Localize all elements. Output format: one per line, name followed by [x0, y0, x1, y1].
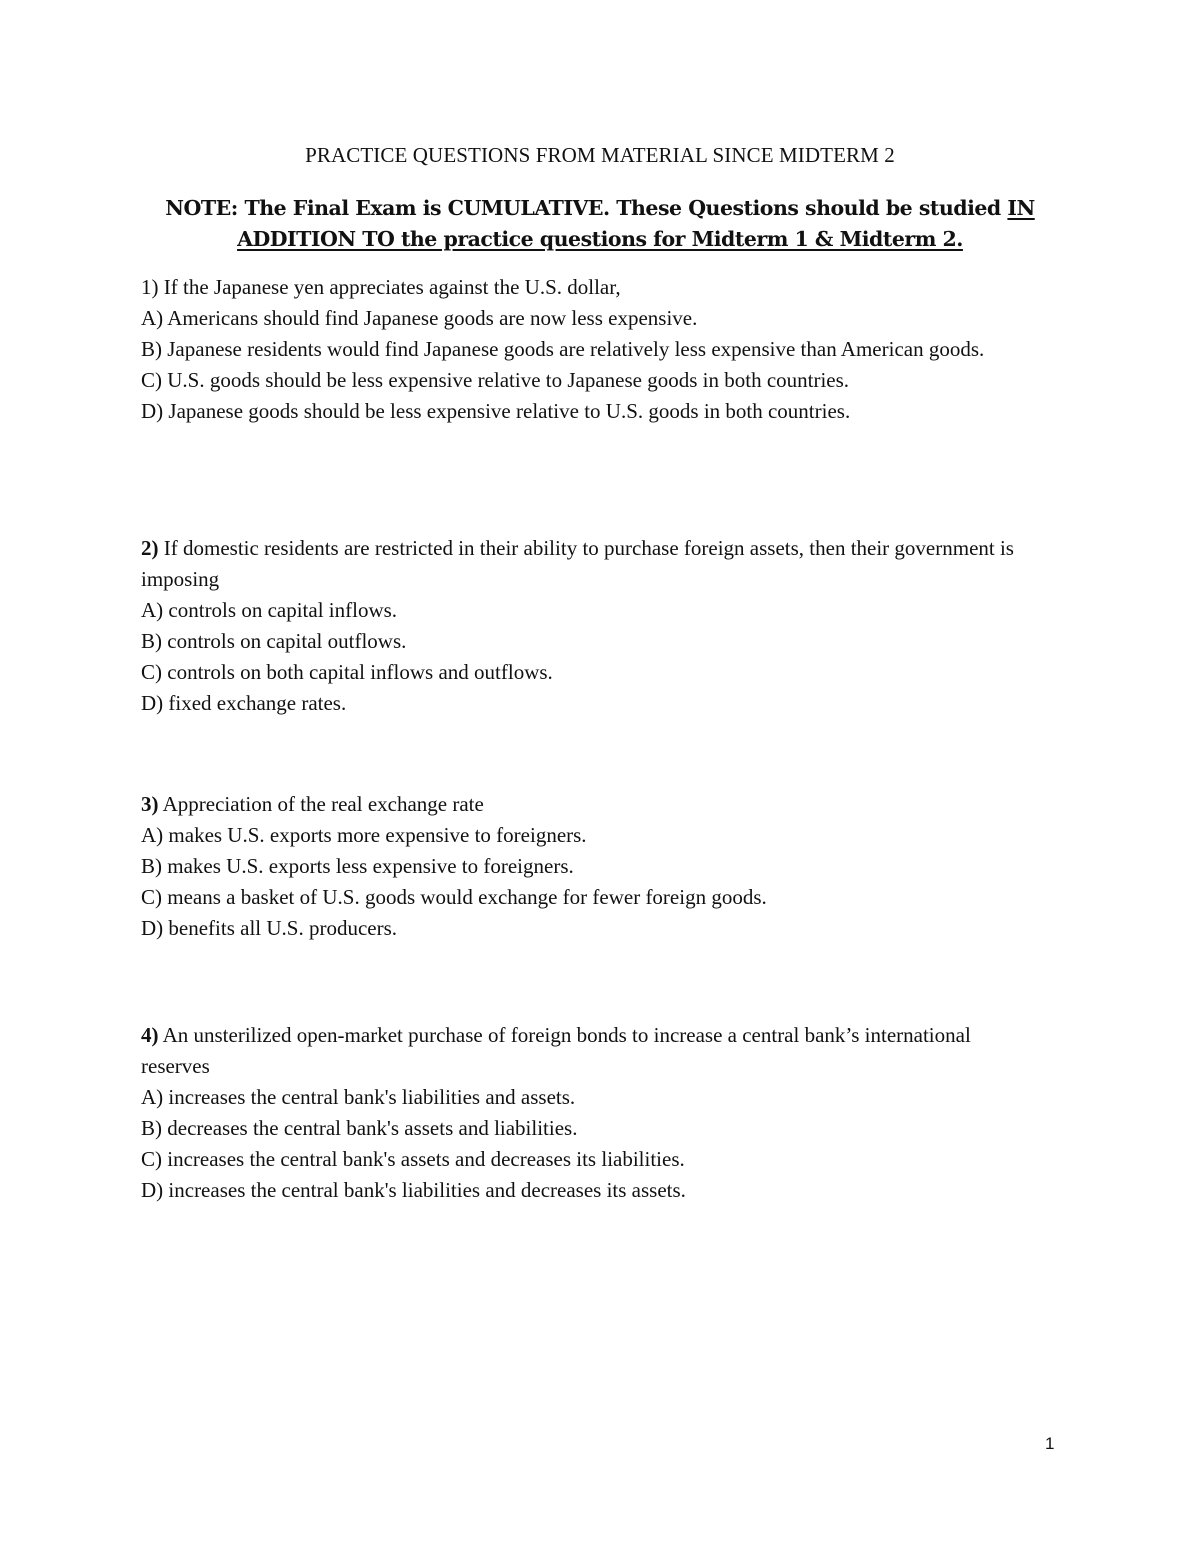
- question-stem: [141, 1020, 1041, 1082]
- option-d: D) fixed exchange rates.: [141, 691, 347, 715]
- option-a: A) increases the central bank's liabilities and assets.: [141, 1085, 576, 1109]
- option-b: B) controls on capital outflows.: [141, 629, 407, 653]
- option-d: D) Japanese goods should be less expensive relative to U.S. goods in both countries.: [141, 399, 851, 423]
- option-c: C) means a basket of U.S. goods would exchange for fewer foreign goods.: [141, 885, 767, 909]
- question-stem: [141, 272, 1041, 303]
- note-underlined-in: IN: [1007, 196, 1035, 220]
- question-text: If the Japanese yen appreciates against the U.S. dollar,: [163, 275, 621, 299]
- question-text: Appreciation of the real exchange rate: [162, 792, 484, 816]
- question-number: 3): [141, 792, 159, 816]
- question-stem: [141, 789, 1041, 820]
- question-3: [141, 789, 1041, 944]
- option-b: B) decreases the central bank's assets and liabilities.: [141, 1116, 578, 1140]
- option-c: C) controls on both capital inflows and outflows.: [141, 660, 553, 684]
- option-d: D) increases the central bank's liabilities and decreases its assets.: [141, 1178, 686, 1202]
- question-stem: [141, 533, 1041, 595]
- note-lead: NOTE: The Final Exam is CUMULATIVE. These Questions should be studied: [165, 196, 1008, 220]
- option-d: D) benefits all U.S. producers.: [141, 916, 398, 940]
- option-b: B) Japanese residents would find Japanese goods are relatively less expensive than American goods.: [141, 337, 985, 361]
- page-title: PRACTICE QUESTIONS FROM MATERIAL SINCE MIDTERM 2: [305, 143, 895, 167]
- note-underlined-addition: ADDITION TO the practice questions for Midterm 1 & Midterm 2.: [237, 227, 963, 251]
- question-number: 1): [141, 275, 159, 299]
- option-b: B) makes U.S. exports less expensive to foreigners.: [141, 854, 574, 878]
- question-text: If domestic residents are restricted in their ability to purchase foreign assets, then their government is imposing: [141, 536, 1014, 591]
- option-c: C) increases the central bank's assets and decreases its liabilities.: [141, 1147, 685, 1171]
- exam-note: [150, 193, 1050, 255]
- question-text: An unsterilized open-market purchase of foreign bonds to increase a central bank’s international reserves: [141, 1023, 971, 1078]
- page-number: 1: [1045, 1434, 1055, 1453]
- question-number: 4): [141, 1023, 159, 1047]
- option-a: A) Americans should find Japanese goods are now less expensive.: [141, 306, 698, 330]
- question-number: 2): [141, 536, 159, 560]
- question-2: [141, 533, 1041, 719]
- option-a: A) makes U.S. exports more expensive to foreigners.: [141, 823, 587, 847]
- option-c: C) U.S. goods should be less expensive relative to Japanese goods in both countries.: [141, 368, 850, 392]
- option-a: A) controls on capital inflows.: [141, 598, 398, 622]
- question-1: [141, 272, 1041, 427]
- question-4: [141, 1020, 1041, 1206]
